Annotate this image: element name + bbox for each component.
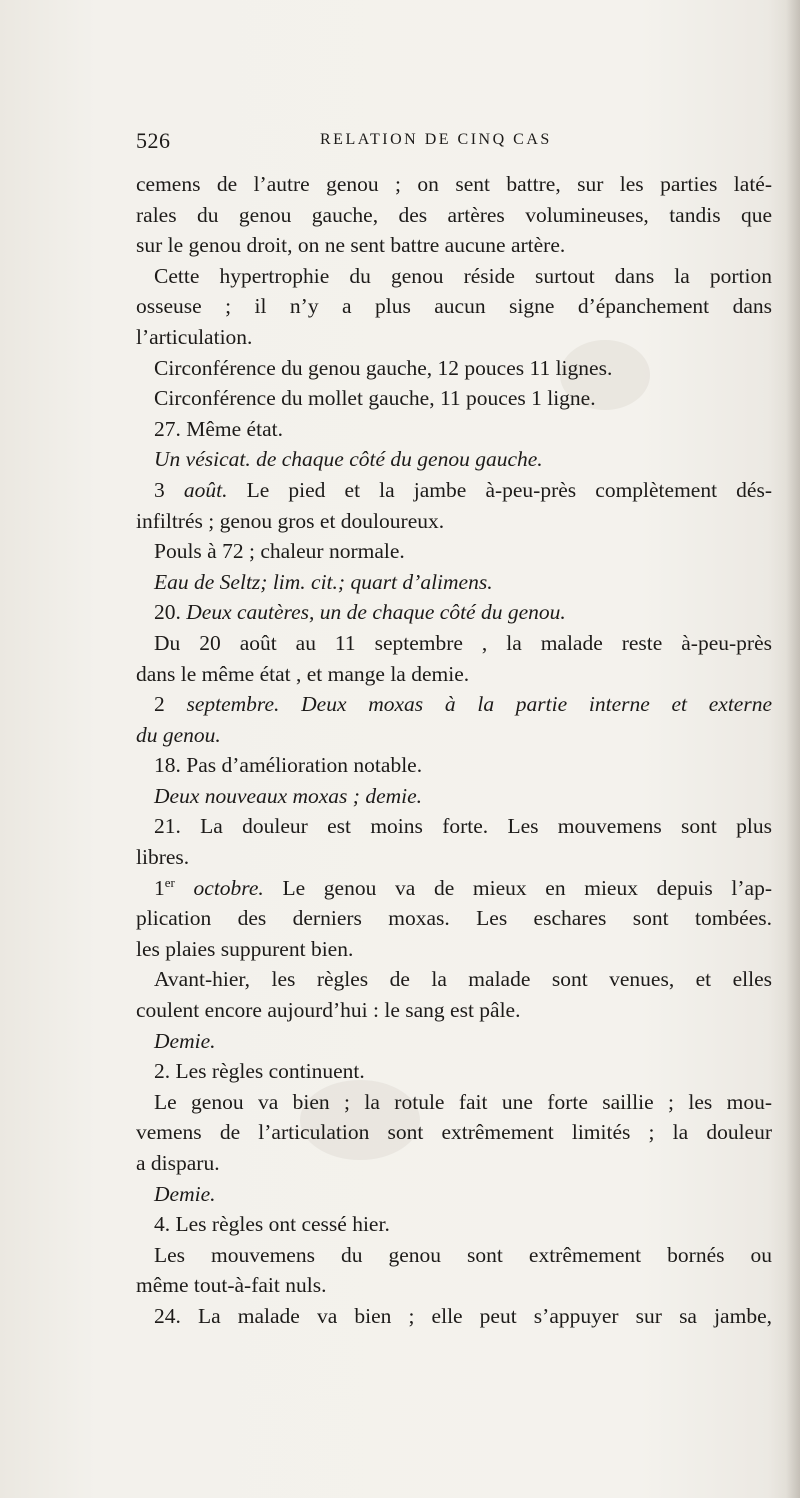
superscript: er	[164, 874, 175, 890]
text-line	[136, 1026, 772, 1057]
text-segment: Du 20 août au 11 septembre , la malade reste à-peu-près	[154, 630, 772, 655]
text-line	[136, 1209, 772, 1240]
text-segment: Cette hypertrophie du genou réside surtout dans la portion	[154, 263, 772, 288]
text-line	[136, 873, 772, 904]
text-segment: 21. La douleur est moins forte. Les mouvemens sont plus	[154, 814, 772, 839]
text-line	[136, 934, 772, 965]
text-line	[136, 597, 772, 628]
italic-text: Eau de Seltz; lim. cit.; quart d’alimens.	[154, 569, 493, 594]
text-segment: Le genou va de mieux en mieux depuis l’ap-	[263, 875, 773, 900]
text-line	[136, 995, 772, 1026]
italic-text: août.	[183, 477, 228, 502]
text-line	[136, 200, 772, 231]
text-line	[136, 169, 772, 200]
text-line	[136, 322, 772, 353]
italic-text: Demie.	[154, 1181, 216, 1206]
text-line	[136, 261, 772, 292]
text-line	[136, 1056, 772, 1087]
text-segment: coulent encore aujourd’hui : le sang est pâle.	[136, 998, 521, 1023]
text-segment: Circonférence du mollet gauche, 11 pouces 1 ligne.	[154, 386, 596, 411]
text-line	[136, 1301, 772, 1332]
text-segment: 27. Même état.	[154, 416, 283, 441]
italic-text: Deux nouveaux moxas ; demie.	[154, 783, 423, 808]
text-segment: 24. La malade va bien ; elle peut s’appuyer sur sa jambe,	[154, 1303, 772, 1328]
text-line	[136, 506, 772, 537]
text-segment: libres.	[136, 845, 190, 870]
italic-text: octobre.	[193, 875, 264, 900]
text-line	[136, 628, 772, 659]
text-segment: osseuse ; il n’y a plus aucun signe d’épanchement dans	[136, 294, 772, 319]
text-segment: même tout-à-fait nuls.	[136, 1273, 327, 1298]
text-segment: vemens de l’articulation sont extrêmement limités ; la douleur	[136, 1120, 772, 1145]
text-line	[136, 475, 772, 506]
text-segment: les plaies suppurent bien.	[136, 936, 354, 961]
italic-text: Un vésicat. de chaque côté du genou gauche.	[154, 447, 543, 472]
text-line	[136, 720, 772, 751]
text-line	[136, 414, 772, 445]
text-segment: sur le genou droit, on ne sent battre aucune artère.	[136, 233, 566, 258]
text-segment: Les mouvemens du genou sont extrêmement bornés ou	[154, 1242, 772, 1267]
text-segment: Pouls à 72 ; chaleur normale.	[154, 539, 405, 564]
text-segment: infiltrés ; genou gros et douloureux.	[136, 508, 445, 533]
italic-text: Demie.	[154, 1028, 216, 1053]
page-edge-shadow	[786, 0, 800, 1498]
text-line	[136, 903, 772, 934]
text-segment: 1	[154, 875, 165, 900]
text-line	[136, 689, 772, 720]
text-line	[136, 383, 772, 414]
text-line	[136, 659, 772, 690]
text-segment: 20.	[154, 600, 187, 625]
running-head: RELATION DE CINQ CAS	[320, 131, 552, 148]
text-segment: l’articulation.	[136, 324, 253, 349]
italic-text: septembre. Deux moxas à la partie interne et externe	[186, 692, 773, 717]
text-segment: a disparu.	[136, 1151, 220, 1175]
italic-text: Deux cautères, un de chaque côté du genou.	[186, 600, 566, 625]
body-text	[136, 169, 772, 1332]
text-line	[136, 781, 772, 812]
text-segment: dans le même état , et mange la demie.	[136, 661, 470, 686]
text-line	[136, 536, 772, 567]
text-segment: Le genou va bien ; la rotule fait une forte saillie ; les mou-	[154, 1089, 772, 1114]
text-line	[136, 811, 772, 842]
page-number: 526	[136, 128, 171, 153]
text-segment: plication des derniers moxas. Les eschares sont tombées.	[136, 906, 772, 931]
text-line	[136, 291, 772, 322]
text-segment: Le pied et la jambe à-peu-près complètement dés-	[227, 477, 773, 502]
text-line	[136, 353, 772, 384]
text-line	[136, 230, 772, 261]
text-segment: 2. Les règles continuent.	[154, 1059, 365, 1084]
text-line	[136, 1270, 772, 1301]
text-segment: cemens de l’autre genou ; on sent battre, sur les parties laté-	[136, 172, 772, 196]
text-line	[136, 567, 772, 598]
text-line	[136, 444, 772, 475]
text-segment: 18. Pas d’amélioration notable.	[154, 753, 423, 778]
page-header	[136, 128, 776, 160]
text-line	[136, 1087, 772, 1118]
text-segment	[175, 876, 194, 900]
text-segment: 4. Les règles ont cessé hier.	[154, 1212, 390, 1237]
text-segment: Avant-hier, les règles de la malade sont venues, et elles	[154, 967, 772, 992]
text-segment: rales du genou gauche, des artères volumineuses, tandis que	[136, 202, 772, 227]
text-line	[136, 1179, 772, 1210]
text-line	[136, 842, 772, 873]
text-line	[136, 1240, 772, 1271]
text-line	[136, 1117, 772, 1148]
text-segment: 2	[154, 692, 187, 717]
text-line	[136, 750, 772, 781]
text-segment: 3	[154, 477, 184, 502]
text-line	[136, 1148, 772, 1179]
italic-text: du genou.	[136, 722, 221, 747]
text-segment: Circonférence du genou gauche, 12 pouces 11 lignes.	[154, 355, 613, 380]
text-line	[136, 964, 772, 995]
